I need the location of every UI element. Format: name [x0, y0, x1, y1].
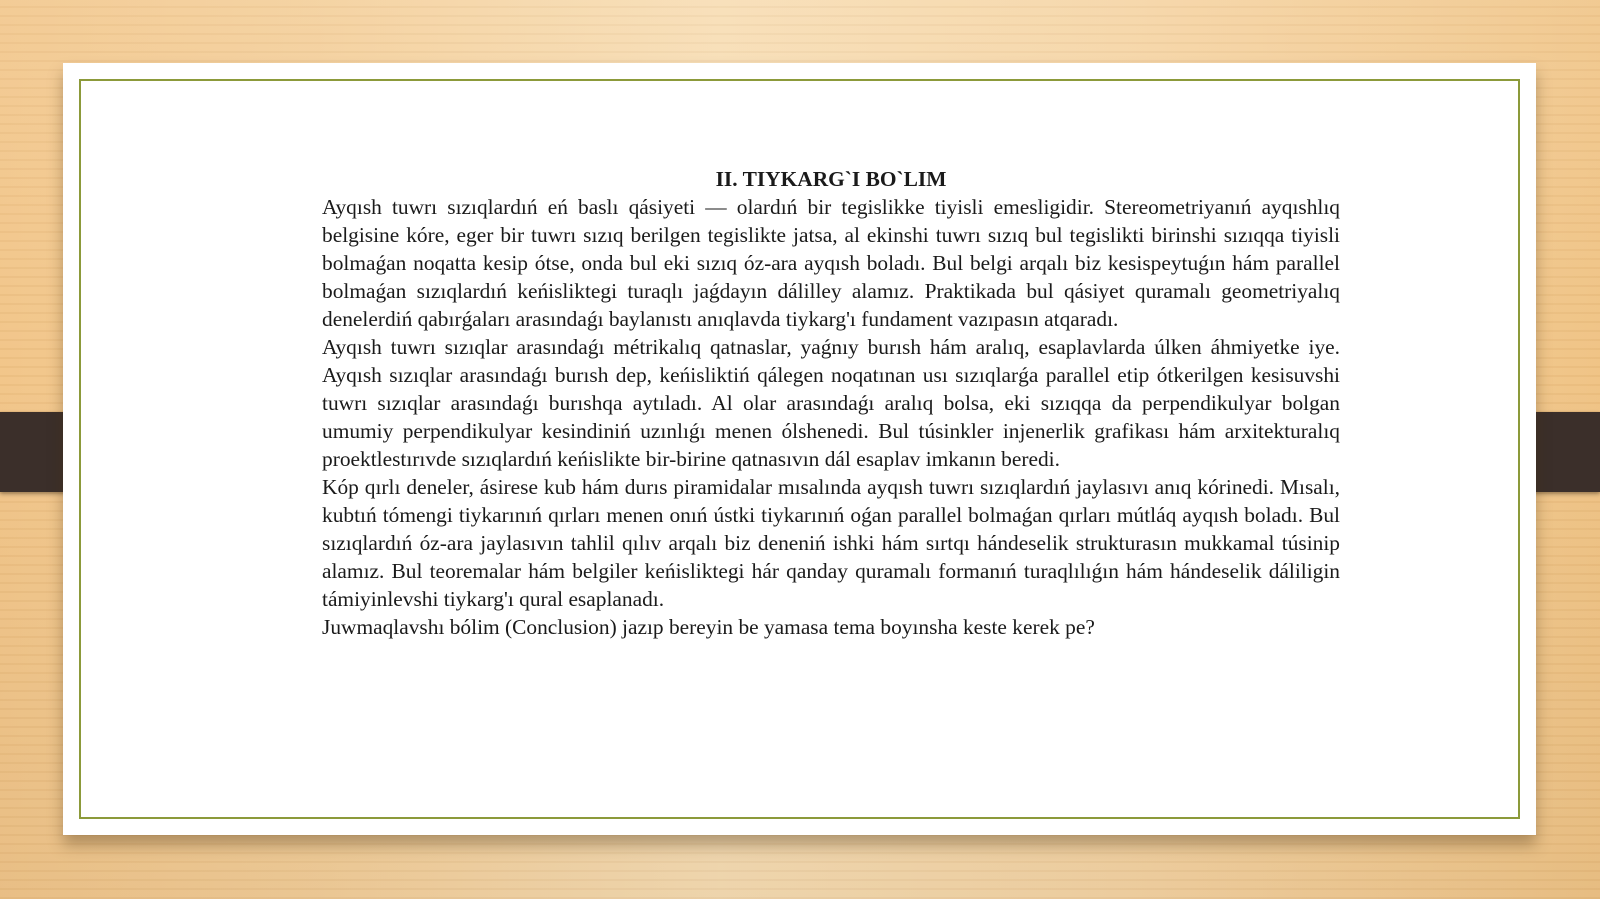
paragraph-4: Juwmaqlavshı bólim (Conclusion) jazıp bereyin be yamasa tema boyınsha keste kerek pe?	[322, 615, 1095, 639]
section-title: II. TIYKARG`I BO`LIM	[715, 167, 947, 191]
paragraph-1: Ayqısh tuwrı sızıqlardıń eń baslı qásiyeti — olardıń bir tegislikke tiyisli emesligidir. Stereometriyanıń ayqıshlıq belgisine kóre, eger bir tuwrı sızıq berilgen tegislikte jatsa, al ekinshi tuwrı sızıq bul tegislikti birinshi sızıqqa tiyisli bolmaǵan noqatta kesip ótse, onda bul eki sızıq óz-ara ayqısh boladı. Bul belgi arqalı biz kesispeytuǵın hám parallel bolmaǵan sızıqlardıń keńisliktegi turaqlı jaǵdayın dálilley alamız. Praktikada bul qásiyet quramalı geometriyalıq denelerdiń qabırǵaları arasındaǵı baylanıstı anıqlavda tiykarg'ı fundament vazıpasın atqaradı.	[322, 195, 1340, 331]
paragraph-2: Ayqısh tuwrı sızıqlar arasındaǵı métrikalıq qatnaslar, yaǵnıy burısh hám aralıq, esaplavlarda úlken áhmiyetke iye. Ayqısh sızıqlar arasındaǵı burısh dep, keńisliktiń qálegen noqatınan usı sızıqlarǵa parallel etip ótkerilgen kesisuvshi tuwrı sızıqlar arasındaǵı burıshqa aytıladı. Al olar arasındaǵı aralıq bolsa, eki sızıqqa da perpendikulyar bolgan umumiy perpendikulyar kesindiniń uzınlıǵı menen ólshenedi. Bul túsinkler injenerlik grafikası hám arxitekturalıq proektlestırıvde sızıqlardıń keńislikte bir-birine qatnasıvın dál esaplav imkanın beredi.	[322, 335, 1340, 471]
paragraph-3: Kóp qırlı deneler, ásirese kub hám durıs piramidalar mısalında ayqısh tuwrı sızıqlardıń jaylasıvı anıq kórinedi. Mısalı, kubtıń tómengi tiykarınıń qırları menen onıń ústki tiykarınıń oǵan parallel bolmaǵan qırları mútláq ayqısh boladı. Bul sızıqlardıń óz-ara jaylasıvın tahlil qılıv arqalı biz deneniń ishki hám sırtqı hándeselik strukturasın mukkamal túsinip alamız. Bul teoremalar hám belgiler keńisliktegi hár qanday quramalı formanıń turaqlılıǵın hám hándeselik dáliligin támiyinlevshi tiykarg'ı qural esaplanadı.	[322, 475, 1340, 611]
slide-content	[322, 165, 1340, 641]
